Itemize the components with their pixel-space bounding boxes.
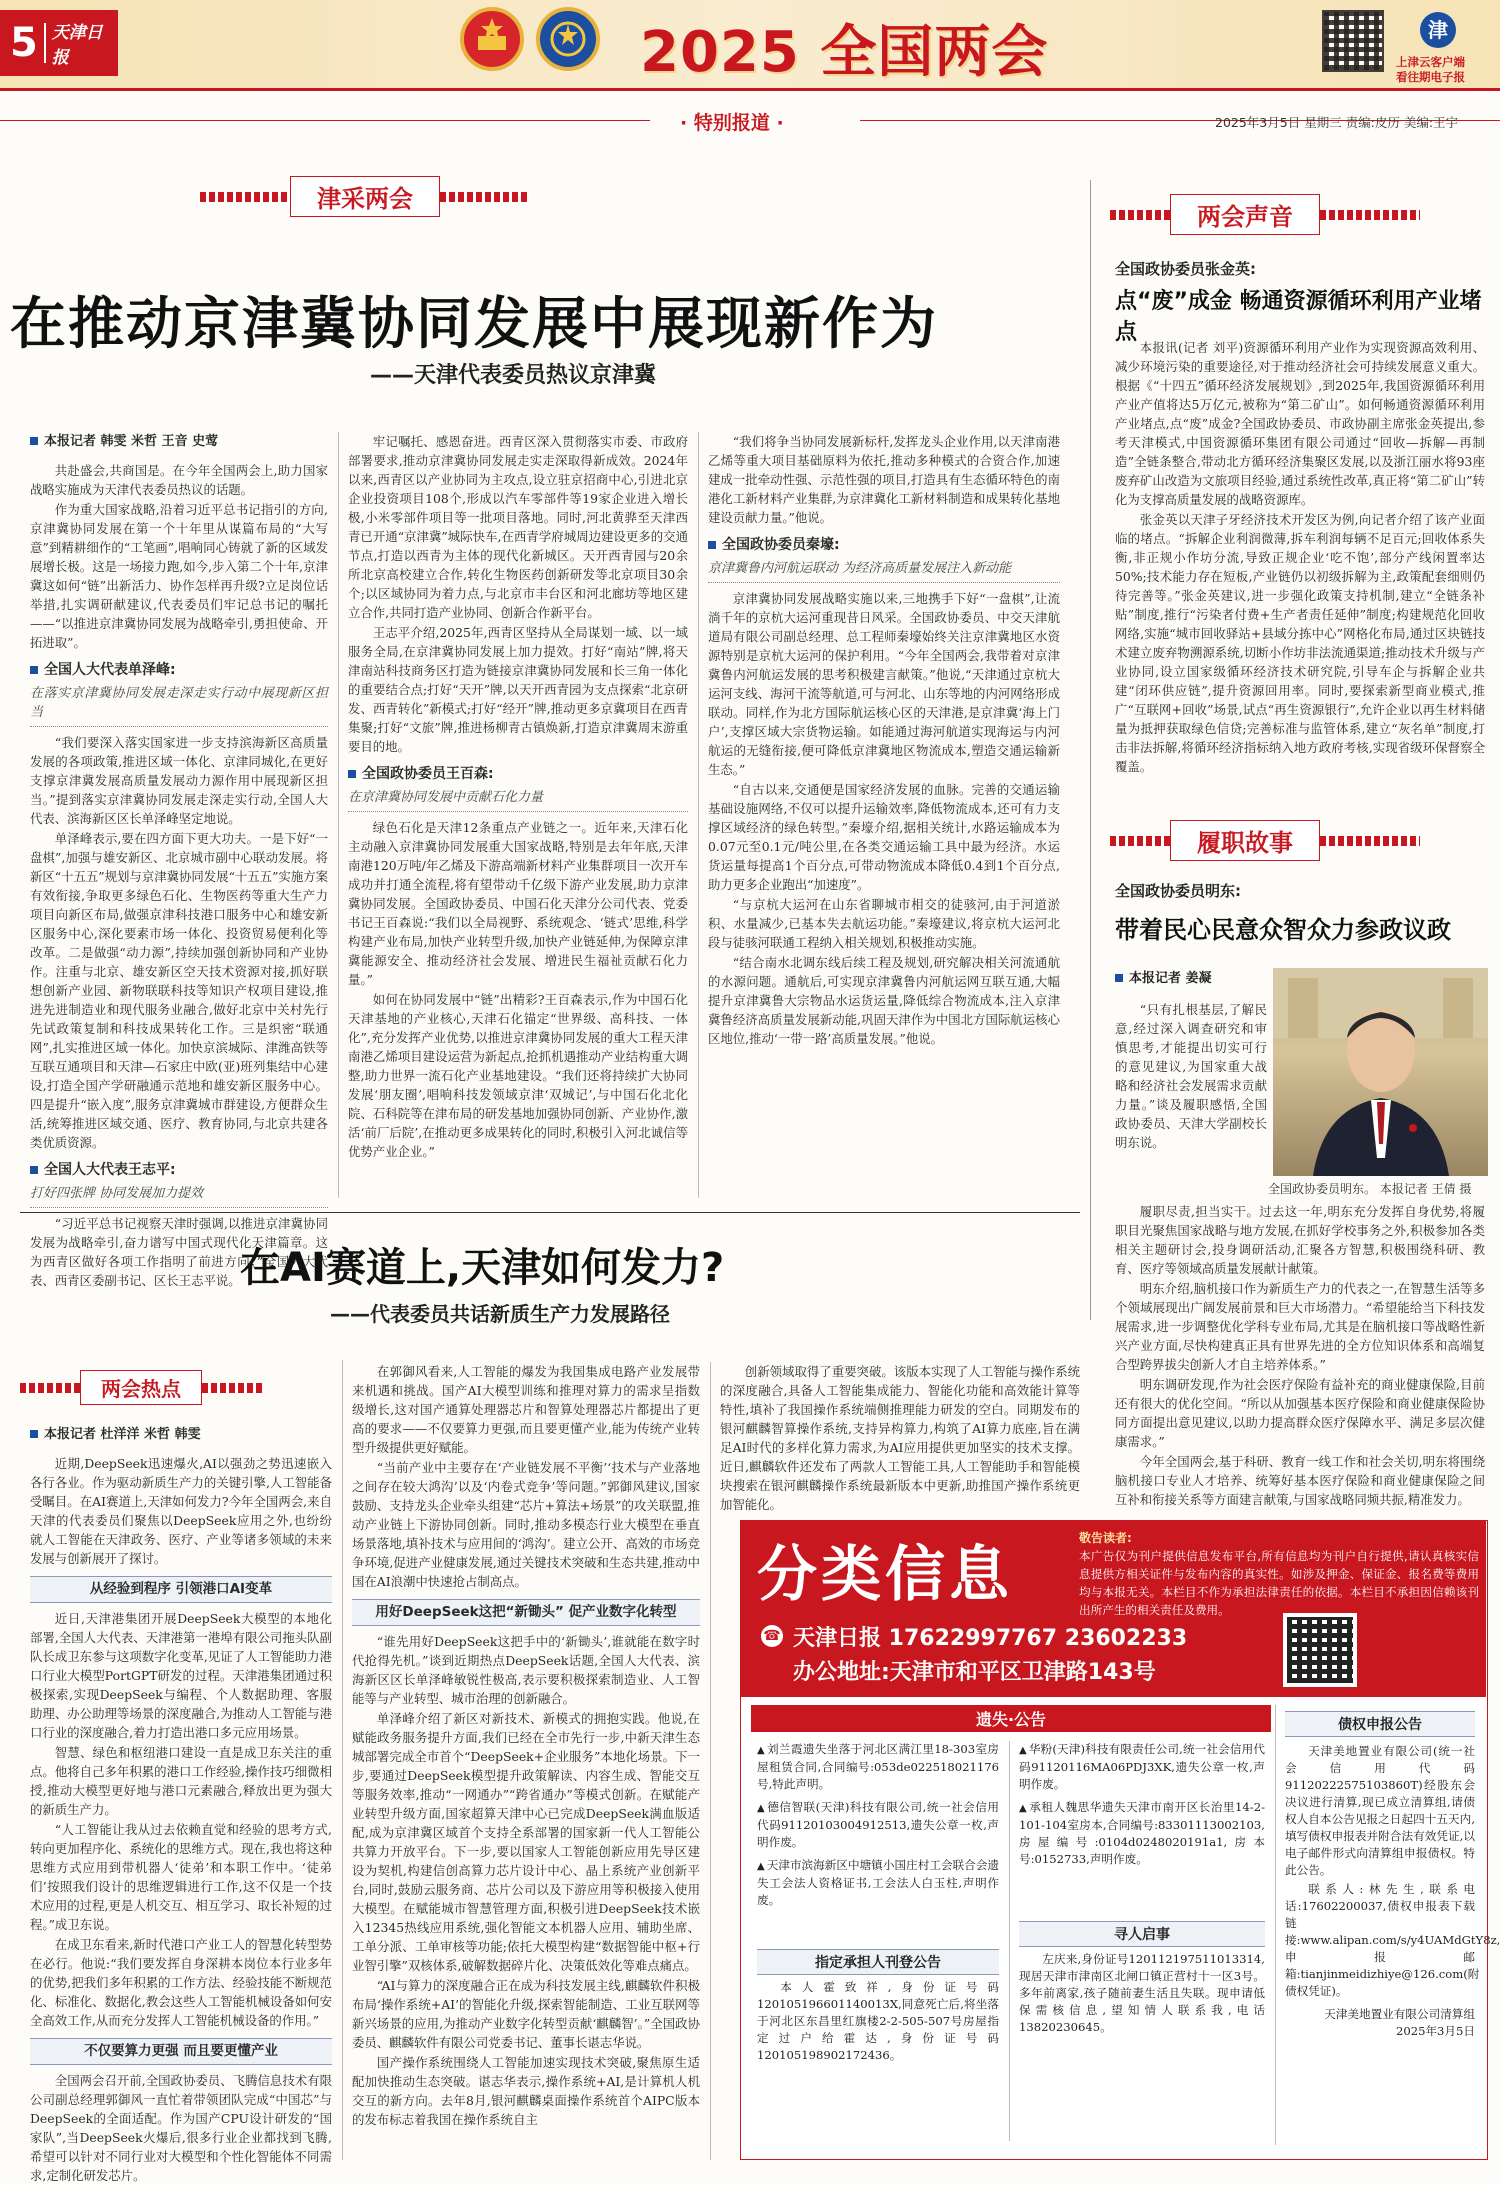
speaker-4-subtitle: 京津冀鲁内河航运联动 为经济高质量发展注入新动能	[708, 557, 1060, 583]
ai-byline: 本报记者 杜洋洋 米哲 韩雯	[30, 1425, 332, 1444]
debt-date: 2025年3月5日	[1395, 2024, 1475, 2038]
ai-col-1	[30, 1425, 332, 2183]
lost-col-1	[757, 1741, 999, 1941]
lost-notice: ▲ 德信智联(天津)科技有限公司,统一社会信用代码91120103004912513,遗失公章一枚,声明作废。	[757, 1799, 999, 1851]
lost-head: 遗失·公告	[751, 1705, 1271, 1732]
lost-notice: ▲ 华粉(天津)科技有限责任公司,统一社会信用代码91120116MA06PDJ3XK,遗失公章一枚,声明作废。	[1019, 1741, 1265, 1793]
lead-paragraph: “我们将争当协同发展新标杆,发挥龙头企业作用,以天津南港乙烯等重大项目基础原料为依托,推动多种模式的合资合作,加速建成一批牵动性强、示范性强的项目,打造具有生态循环特色的南港化工新材料产业集群,为京津冀化工新材料制造和成果转化基地建设贡献力量。”他说。	[708, 434, 1060, 525]
voices-body	[1115, 338, 1485, 774]
story-headline: 带着民心民意众智众力参政议政	[1115, 916, 1451, 944]
debt-paragraph: 联系人:林先生,联系电话:17602200037,债权申报表下载链接:www.alipan.com/s/y4UAMdGtY8z,申报邮箱:tianjinmeidizhiye@126.com(附债权凭证)。	[1285, 1882, 1500, 1998]
lead-col-2	[348, 432, 688, 1198]
lead-paragraph: 作为重大国家战略,沿着习近平总书记指引的方向,京津冀协同发展在第一个十年里从谋篇布局的“大写意”到精耕细作的“工笔画”,唱响同心铸就了新的区域发展增长极。这是一场接力跑,如今,步入第二个十年,京津冀这如何“链”出新活力、协作怎样再升级?立足岗位话举措,扎实调研献建议,代表委员们牢记总书记的嘱托——“以推进京津冀协同发展为战略牵引,勇担使命、开拓进取”。	[30, 502, 328, 650]
lead-byline: 本报记者 韩雯 米哲 王音 史莺	[30, 432, 328, 451]
lead-paragraph: “自古以来,交通便是国家经济发展的血脉。完善的交通运输基础设施网络,不仅可以提升运输效率,降低物流成本,还可有力支撑区域经济的绿色转型。”秦壕介绍,据相关统计,水路运输成本为0.07元至0.1元/吨公里,在各类交通运输工具中最为经济。水运货运量每提高1个百分点,可带动物流成本降低0.4到1个百分点,助力更多企业跑出“加速度”。	[708, 782, 1060, 892]
date-line: 2025年3月5日 星期三 责编:皮历 美编:王宇	[1215, 115, 1459, 130]
ai-section-label: 两会热点	[80, 1370, 202, 1405]
lead-section-label: 津采两会	[290, 176, 440, 217]
lead-paragraph: “我们要深入落实国家进一步支持滨海新区高质量发展的各项政策,推进区域一体化、京津同城化,在更好支撑京津冀发展高质量发展动力源作用中展现新区担当。”提到落实京津冀协同发展走深走实行动,全国人大代表、滨海新区区长单泽峰坚定地说。	[30, 735, 328, 826]
masthead	[0, 0, 1500, 88]
speaker-3-subtitle: 在京津冀协同发展中贡献石化力量	[348, 786, 688, 812]
svg-text:津: 津	[1428, 18, 1448, 42]
member-photo	[1273, 968, 1488, 1176]
national-emblem-icon	[460, 6, 524, 72]
story-top-text: “只有扎根基层,了解民意,经过深入调查研究和审慎思考,才能提出切实可行的意见建议,为国家重大战略和经济社会发展需求贡献力量。”谈及履职感悟,全国政协委员、天津大学副校长明东说。	[1115, 1002, 1267, 1150]
masthead-rule	[0, 88, 1500, 91]
page-number-block	[0, 10, 118, 76]
lead-paragraph: 共赴盛会,共商国是。在今年全国两会上,助力国家战略实施成为天津代表委员热议的话题。	[30, 463, 328, 497]
lead-paragraph: “结合南水北调东线后续工程及规划,研究解决相关河流通航的水源问题。通航后,可实现京津冀鲁内河航运网互联互通,大幅提升京津冀鲁大宗物品水运货运量,降低综合物流成本,注入京津冀鲁经济高质量发展新动能,巩固天津作为中国北方国际航运核心区地位,推动‘一带一路’高质量发展。”他说。	[708, 955, 1060, 1046]
debt-paragraph: 天津美地置业有限公司(统一社会信用代码91120222575103860T)经股东会决议进行清算,现已成立清算组,请债权人自本公告见报之日起四十五天内,填写债权申报表并附合法有效凭证,以电子邮件形式向清算组申报债权。特此公告。	[1285, 1744, 1475, 1877]
ai-paragraph: 创新领域取得了重要突破。该版本实现了人工智能与操作系统的深度融合,具备人工智能集成能力、智能化功能和高效能计算等特性,填补了我国操作系统端侧推理能力研发的空白。同期发布的银河麒麟智算操作系统,支持异构算力,构筑了AI算力底座,旨在满足AI时代的多样化算力需求,为AI应用提供更加坚实的技术支撑。近日,麒麟软件还发布了两款人工智能工具,人工智能助手和智能模块搜索在银河麒麟操作系统最新版本中更新,助推国产操作系统更加智能化。	[720, 1364, 1080, 1512]
banner-title: 2025 全国两会	[640, 20, 1049, 85]
lead-paragraph: 如何在协同发展中“链”出精彩?王百森表示,作为中国石化天津基地的产业核心,天津石化锚定“世界级、高科技、一体化”,充分发挥产业优势,以推进京津冀协同发展的重大工程天津南港乙烯项目建设运营为新起点,抢抓机遇推动产业结构重大调整,助力世界一流石化产业基地建设。“我们还将持续扩大协同发展‘朋友圈’,唱响科技发领域京津‘双城记’,与中国石化北化院、石科院等在津布局的研发基地加强协同创新、产业协作,激活‘前厂后院’,在推动更多成果转化的同时,积极引入河北诚信等优势产业企业。”	[348, 992, 688, 1159]
story-paragraph: 明东调研发现,作为社会医疗保险有益补充的商业健康保险,目前还有很大的优化空间。“所以从加强基本医疗保险和商业健康保险协同方面提出意见建议,以助力提高群众医疗保障水平、满足多层次健康需求。”	[1115, 1377, 1485, 1449]
debt-body	[1285, 1743, 1500, 2040]
story-paragraph: 履职尽责,担当实干。过去这一年,明东充分发挥自身优势,将履职目光聚焦国家战略与地方发展,在抓好学校事务之外,积极参加各类相关主题研讨会,投身调研活动,汇聚各方智慧,积极围绕科研、教育、医疗等领域高质量发展献计献策。	[1115, 1204, 1485, 1276]
story-byline: 本报记者 姜凝	[1115, 967, 1212, 986]
story-paragraph: 明东介绍,脑机接口作为新质生产力的代表之一,在智慧生活等多个领域展现出广阔发展前景和巨大市场潜力。“希望能给当下科技发展需求,进一步调整优化学科专业布局,尤其是在脑机接口等战略性新兴产业方面,尽快构建真正具有世界先进的全方位知识体系和高端复合型跨界拔尖创新人才自主培养体系。”	[1115, 1281, 1485, 1372]
client-text-2: 看往期电子报	[1396, 70, 1465, 84]
section-title: · 特别报道 ·	[680, 112, 784, 134]
lost-notice: ▲ 承租人魏思华遗失天津市南开区长治里14-2-101-104室房本,合同编号:83301113002103,房屋编号:0104d0248020191a1,房本号:0152733,声明作废。	[1019, 1799, 1265, 1868]
speaker-2-subtitle: 打好四张牌 协同发展加力提效	[30, 1182, 328, 1208]
jin-logo-icon	[1418, 10, 1458, 50]
story-section-label: 履职故事	[1170, 820, 1320, 861]
lead-subheadline: ——天津代表委员热议京津冀	[370, 363, 657, 388]
voices-section-tag	[1110, 194, 1420, 235]
ai-paragraph: “人工智能让我从过去依赖直觉和经验的思考方式,转向更加程序化、系统化的思维方式。现在,我也将这种思维方式应用到带机器人‘徒弟’和本职工作中。‘徒弟们’按照我们设计的思维逻辑进行工作,这不仅是一个技术应用的过程,更是人机交互、相互学习、取长补短的过程。”成卫东说。	[30, 1822, 332, 1932]
classifieds-title: 分类信息	[757, 1540, 1013, 1610]
ai-paragraph: “当前产业中主要存在‘产业链发展不平衡’‘技术与产业落地之间存在较大鸿沟’以及‘内卷式竞争’等问题。”郭御风建议,国家鼓励、支持龙头企业牵头组建“芯片+算法+场景”的攻关联盟,推动产业链上下游协同创新。同时,推动多模态行业大模型在垂直场景落地,填补技术与应用间的‘鸿沟’。建立公开、高效的市场竞争环境,促进产业健康发展,通过关键技术突破和生态共建,推动中国在AI浪潮中快速抢占制高点。	[352, 1460, 700, 1589]
ai-paragraph: 智慧、绿色和枢纽港口建设一直是成卫东关注的重点。他将自己多年积累的港口工作经验,操作技巧细微相授,推动大模型更好地与港口元素融合,释放出更为强大的新质生产力。	[30, 1745, 332, 1817]
phone-icon: ☎	[761, 1625, 783, 1647]
lead-headline: 在推动京津冀协同发展中展现新作为	[10, 292, 938, 357]
notice-head: 敬告读者:	[1079, 1531, 1132, 1545]
seek-text: 左庆来,身份证号120112197511013314,现居天津市津南区北闸口镇正营村十一区3号。多年前离家,孩子随前妻生活且失联。现申请低保需核信息,望知情人联系我,电话13820230645。	[1019, 1952, 1265, 2034]
lead-paragraph: “与京杭大运河在山东省聊城市相交的徒骇河,由于河道淤积、水量减少,已基本失去航运功能。”秦壕建议,将京杭大运河北段与徒骇河联通工程纳入相关规划,积极推动实施。	[708, 897, 1060, 950]
credit-head: 指定承担人刊登公告	[757, 1949, 999, 1975]
voices-headline: 点“废”成金 畅通资源循环利用产业堵点	[1115, 289, 1482, 345]
voices-kicker: 全国政协委员张金英:	[1115, 260, 1256, 278]
story-section-tag	[1110, 820, 1420, 861]
ai-paragraph: 国产操作系统围绕人工智能加速实现技术突破,聚焦原生适配加快推动生态突破。谌志华表示,操作系统+AI,是计算机人机交互的新方向。去年8月,银河麒麟桌面操作系统首个AIPC版本的发布标志着我国在操作系统自主	[352, 2055, 700, 2127]
lead-paragraph: 单泽峰表示,要在四方面下更大功夫。一是下好“一盘棋”,加强与雄安新区、北京城市副中心联动发展。将新区“十五五”规划与京津冀协同发展“十五五”实施方案有效衔接,争取更多绿色石化、生物医药等重大生产力项目向新区布局,做强京津科技港口服务中心和雄安新区服务中心,深化要素市场一体化、投资贸易便利化等改革。二是做强“动力源”,持续加强创新协同和产业协作。注重与北京、雄安新区空天技术资源对接,抓好联想创新产业园、新物联联科技等知识产权项目建设,推进先进制造业和现代服务业融合,做好北京中关村先行先试政策复制和科技成果转化工作。三是织密“联通网”,扎实推进区域一体化。加快京滨城际、津潍高铁等互联互通项目和天津—石家庄中欧(亚)班列集结中心建设,打造全国产学研融通示范地和雄安新区服务中心。四是提升“嵌入度”,服务京津冀城市群建设,方便群众生活,统筹推进区域交通、医疗、教育协同,与北京共建各类优质资源。	[30, 831, 328, 1150]
debt-sign: 天津美地置业有限公司清算组	[1324, 2007, 1475, 2021]
lead-section-tag	[200, 176, 530, 217]
ai-box-head-3: 用好DeepSeek这把“新锄头” 促产业数字化转型	[352, 1599, 700, 1626]
ai-box-head-2: 不仅要算力更强 而且要更懂产业	[30, 2038, 332, 2065]
credit-text: 本人霍致祥,身份证号码120105196601140013X,同意死亡后,将坐落于河北区东昌里红旗楼2-2-505-507号房屋指定过户给霍达,身份证号码120105198902172436。	[757, 1980, 999, 2062]
story-kicker: 全国政协委员明东:	[1115, 882, 1241, 900]
ai-paragraph: “谁先用好DeepSeek这把手中的‘新锄头’,谁就能在数字时代抢得先机。”谈到近期热点DeepSeek话题,全国人大代表、滨海新区区长单泽峰敏锐性极高,表示要积极探索制造业、人工智能等与产业转型、城市治理的创新融合。	[352, 1634, 700, 1706]
classifieds-qr-icon[interactable]	[1283, 1613, 1357, 1687]
lead-col-3	[708, 432, 1060, 1198]
ai-paragraph: 近期,DeepSeek迅速爆火,AI以强劲之势迅速嵌入各行各业。作为驱动新质生产力的关键引擎,人工智能备受瞩目。在AI赛道上,天津如何发力?今年全国两会,来自天津的代表委员们聚焦以DeepSeek应用之外,也纷纷就人工智能在天津政务、医疗、产业等诸多领域的未来发展与创新展开了探讨。	[30, 1456, 332, 1566]
voices-paragraph: 本报讯(记者 刘平)资源循环利用产业作为实现资源高效利用、减少环境污染的重要途径,对于推动经济社会可持续发展意义重大。根据《“十四五”循环经济发展规划》,到2025年,我国资源循环利用产业产值将达5万亿元,被称为“第二矿山”。如何畅通资源循环利用产业堵点,点“废”成金?全国政协委员、市政协副主席张金英提出,参考天津模式,中国资源循环集团有限公司通过“回收—拆解—再制造”全链条整合,带动北方循环经济集聚区发展,以及浙江丽水将93座废弃矿山改造为文旅项目经验,通过系统性改革,真正将“第二矿山”转化为支撑高质量发展的战略资源库。	[1115, 340, 1485, 507]
seek-head: 寻人启事	[1019, 1921, 1265, 1947]
ai-headline: 在AI赛道上,天津如何发力?	[240, 1245, 725, 1291]
ai-paragraph: 全国两会召开前,全国政协委员、飞腾信息技术有限公司副总经理郭御风一直忙着带领团队完成“中国芯”与DeepSeek的全面适配。作为国产CPU设计研发的“国家队”,当DeepSeek火爆后,很多行业企业都找到飞腾,希望可以针对不同行业对大模型和个性化智能体不同需求,定制化研发芯片。	[30, 2073, 332, 2183]
ai-paragraph: 近日,天津港集团开展DeepSeek大模型的本地化部署,全国人大代表、天津港第一港埠有限公司拖头队副队长成卫东参与这项数字化变革,见证了人工智能助力港口行业大模型PortGPT研发的过程。天津港集团通过积极探索,实现DeepSeek与编程、个人数据助理、客服助理、办公助理等场景的深度融合,为推动人工智能与港口行业的深度融合,着力打造出港口多元应用场景。	[30, 1611, 332, 1740]
speaker-2-head: 全国人大代表王志平:	[30, 1161, 328, 1180]
lost-col-2	[1019, 1741, 1265, 1941]
ai-box-head-1: 从经验到程序 引领港口AI变革	[30, 1576, 332, 1603]
lost-notice: ▲ 刘兰霞遗失坐落于河北区满江里18-303室房屋租赁合同,合同编号:053de022518021176号,特此声明。	[757, 1741, 999, 1793]
lead-col-1	[30, 432, 328, 1288]
paper-name: 天津日报	[51, 23, 103, 68]
lead-paragraph: 牢记嘱托、感恩奋进。西青区深入贯彻落实市委、市政府部署要求,推动京津冀协同发展走实走深取得新成效。2024年以来,西青区以产业协同为主攻点,设立驻京招商中心,引进北京企业投资项目108个,形成以汽车零部件等19家企业进入增长极,小米零部件项目等一批项目落地。同时,河北黄骅至天津西青已开通“京津冀”城际快车,在西青学府城周边建设更多的交通节点,打造以西青为主体的现代化新城区。天开西青园与20余所北京高校建立合作,转化生物医药创新研发等北京项目30余个;以区域协同为着力点,与北京市丰台区和河北廊坊等地区建立合作,共同打造产业协同、创新合作新平台。	[348, 434, 688, 620]
speaker-3-head: 全国政协委员王百森:	[348, 765, 688, 784]
lead-paragraph: 王志平介绍,2025年,西青区坚持从全局谋划一域、以一域服务全局,在京津冀协同发展上加力提效。打好“南站”牌,将天津南站科技商务区打造为链接京津冀协同发展和长三角一体化的重要结合点;打好“天开”牌,以天开西青园为支点探索“北京研发、西青转化”新模式;打好“经开”牌,推动更多京冀项目在西青集聚;打好“文旅”牌,推进杨柳青古镇焕新,打造京津冀周末游重要目的地。	[348, 625, 688, 754]
story-paragraph: 今年全国两会,基于科研、教育一线工作和社会关切,明东将围绕脑机接口专业人才培养、统筹好基本医疗保险和商业健康保险之间互补和衔接关系等方面建言献策,与国家战略同频共振,精准发力。	[1115, 1454, 1485, 1507]
ai-paragraph: 在郭御风看来,人工智能的爆发为我国集成电路产业发展带来机遇和挑战。国产AI大模型训练和推理对算力的需求呈指数级增长,这对国产通算处理器芯片和智算处理器芯片都提出了更高的要求——不仅要算力更强,而且要更懂产业,能为传统产业转型升级提供更好赋能。	[352, 1364, 700, 1455]
address-line: 办公地址:天津市和平区卫津路143号	[793, 1660, 1156, 1685]
ai-paragraph: 单泽峰介绍了新区对新技术、新模式的拥抱实践。他说,在赋能政务服务提升方面,我们已经在全市先行一步,中新天津生态城部署完成全市首个“DeepSeek+企业服务”本地化场景。下一步,要通过DeepSeek模型提升政策解读、内容生成、智能交互等服务效率,推动“一网通办”“跨省通办”等模式创新。在赋能产业转型升级方面,国家超算天津中心已完成DeepSeek满血版适配,成为京津冀区域首个支持全系部署的国家新一代人工智能公共算力开放平台。下一步,要以国家人工智能创新应用先导区建设为契机,构建信创高算力芯片设计中心、晶上系统产业创新平台,同时,鼓励云服务商、芯片公司以及下游应用等积极接入使用大模型。在赋能城市智慧管理方面,积极引进DeepSeek技术嵌入12345热线应用系统,强化智能文本机器人应用、辅助坐席、工单分派、工单审核等功能;依托大模型构建“数据智能中枢+行业智引擎”双核体系,破解数据碎片化、决策低效化等难点痛点。	[352, 1711, 701, 1973]
ai-paragraph: 在成卫东看来,新时代港口产业工人的智慧化转型势在必行。他说:“我们要发挥自身深耕本岗位本行业多年的优势,把我们多年积累的工作方法、经验技能不断规范化、标准化、数据化,教会这些人工智能机械设备如何安全高效工作,从而充分发挥人工智能机械设备的作用。”	[30, 1937, 332, 2028]
ai-subheadline: ——代表委员共话新质生产力发展路径	[330, 1302, 670, 1326]
page-number: 5	[10, 20, 38, 66]
qr-code-icon[interactable]	[1322, 10, 1384, 72]
lead-paragraph: 绿色石化是天津12条重点产业链之一。近年来,天津石化主动融入京津冀协同发展重大国家战略,特别是去年年底,天津南港120万吨/年乙烯及下游高端新材料产业集群项目一次开车成功并打通全流程,将有望带动千亿级下游产业发展,助力京津冀协同发展。全国政协委员、中国石化天津分公司代表、党委书记王百森说:“我们以全局视野、系统观念、‘链式’思维,科学构建产业布局,加快产业转型升级,加快产业链延伸,为保障京津冀能源安全、推动经济社会发展、增进民生福祉贡献石化力量。”	[348, 820, 688, 987]
client-text-1: 上津云客户端	[1396, 55, 1465, 69]
lead-paragraph: “习近平总书记视察天津时强调,以推进京津冀协同发展为战略牵引,奋力谱写中国式现代化天津篇章。这为西青区做好各项工作指明了前进方向。”全国人大代表、西青区委副书记、区长王志平说。	[30, 1216, 328, 1288]
voices-section-label: 两会声音	[1170, 194, 1320, 235]
debt-head: 债权申报公告	[1285, 1711, 1475, 1737]
lead-paragraph: 京津冀协同发展战略实施以来,三地携手下好“一盘棋”,让流淌千年的京杭大运河重现昔日风采。全国政协委员、中交天津航道局有限公司副总经理、总工程师秦壕始终关注京津冀地区水资源特别是京杭大运河的保护利用。“今年全国两会,我带着对京津冀鲁内河航运发展的思考积极建言献策。”他说,“天津通过京杭大运河支线、海河干流等航道,可与河北、山东等地的内河网络形成联动。同样,作为北方国际航运核心区的天津港,是京津冀‘海上门户’,支撑区域大宗货物运输。如能通过海河航道实现海运与内河航运的无缝衔接,便可降低京津冀地区物流成本,塑造交通运输新生态。”	[708, 591, 1060, 777]
photo-caption: 全国政协委员明东。 本报记者 王倩 摄	[1268, 1182, 1472, 1196]
ai-section-tag	[20, 1370, 262, 1405]
phone-line: 天津日报 17622997767 23602233	[793, 1626, 1188, 1651]
cppcc-emblem-icon	[536, 6, 600, 72]
ai-col-2	[352, 1362, 700, 2160]
speaker-1-head: 全国人大代表单泽峰:	[30, 661, 328, 680]
classifieds-block	[740, 1520, 1500, 2160]
lost-notice: ▲ 天津市滨海新区中塘镇小国庄村工会联合会遗失工会法人资格证书,工会法人白玉柱,声明作废。	[757, 1857, 999, 1909]
speaker-4-head: 全国政协委员秦壕:	[708, 536, 1060, 555]
notice-text: 本广告仅为刊户提供信息发布平台,所有信息均为刊户自行提供,请认真核实信息提供方相关证件与发布内容的真实性。如涉及押金、保证金、报名费等费用均与本报无关。本栏目不作为承担法律责任的依据。本栏目不承担因信赖该刊出所产生的相关责任及费用。	[1079, 1549, 1479, 1617]
ai-col-3	[720, 1362, 1080, 1512]
voices-paragraph: 张金英以天津子牙经济技术开发区为例,向记者介绍了该产业面临的堵点。“拆解企业利润微薄,拆车利润每辆不足百元;回收体系失衡,非正规小作坊分流,导致正规企业‘吃不饱’,部分产线闲置率达50%;技术能力存在短板,产业链仍以初级拆解为主,政策配套细则仍待完善等。”张金英建议,进一步强化政策支持机制,建立“全链条补贴”制度,推行“污染者付费+生产者责任延伸”制度;构建规范化回收网络,实施“城市回收驿站+县域分拣中心”网格化布局,通过区块链技术建立废弃物溯源系统,切断小作坊非法流通渠道;推动技术升级与产业协同,设立国家级循环经济技术研究院,引导车企与拆解企业共建“闭环供应链”,提升资源回用率。同时,要探索新型商业模式,推广“互联网+回收”场景,试点“再生资源银行”,允许企业以再生材料储量为抵押获取绿色信贷;完善标准与监管体系,建立“灰名单”制度,打击非法拆解,将循环经济指标纳入地方政府考核,实现省级环保督察全覆盖。	[1115, 512, 1485, 774]
speaker-1-subtitle: 在落实京津冀协同发展走深走实行动中展现新区担当	[30, 682, 328, 727]
classifieds-header	[741, 1521, 1486, 1697]
ai-paragraph: “AI与算力的深度融合正在成为科技发展主线,麒麟软件积极布局‘操作系统+AI’的智能化升级,探索智能制造、工业互联网等新兴场景的应用,为推动产业数字化转型贡献‘麒麟智’。”全国政协委员、麒麟软件有限公司党委书记、董事长谌志华说。	[352, 1978, 700, 2050]
